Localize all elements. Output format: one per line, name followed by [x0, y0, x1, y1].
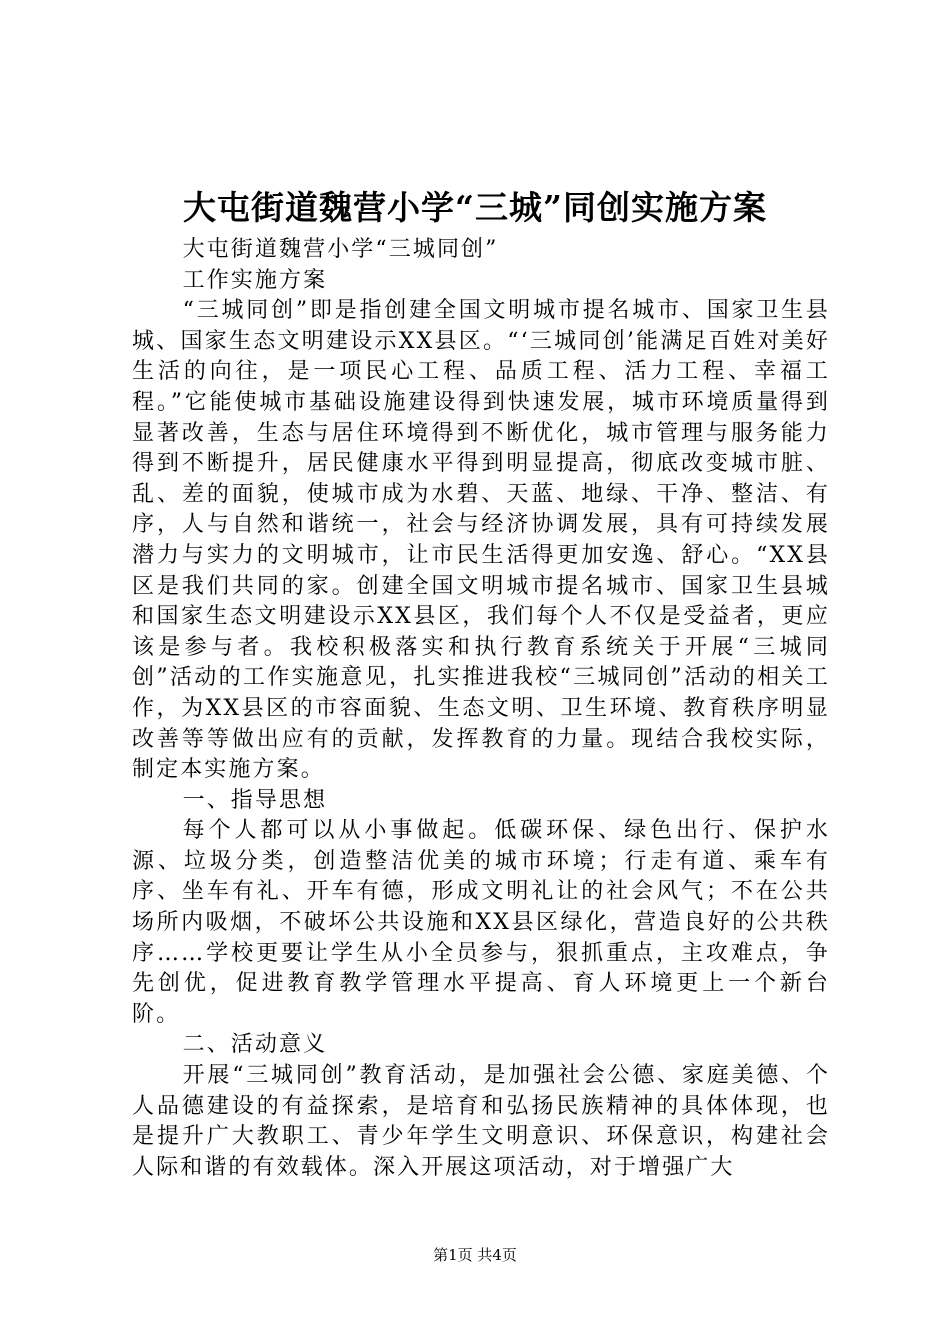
activity-significance-paragraph: 开展“三城同创”教育活动，是加强社会公德、家庭美德、个人品德建设的有益探索，是培育和弘扬民族精神的具体体现，也是提升广大教职工、青少年学生文明意识、环保意识，构建社会人际和谐的有效载体。深入开展这项活动，对于增强广大 — [132, 1063, 830, 1180]
section-heading-activity-significance: 二、活动意义 — [182, 1032, 328, 1058]
document-body — [132, 235, 830, 1183]
subtitle-line-2: 工作实施方案 — [182, 267, 328, 293]
page-number-footer: 第1页 共4页 — [433, 1246, 517, 1264]
document-title: 大屯街道魏营小学“三城”同创实施方案 — [183, 188, 767, 227]
subtitle-line-1: 大屯街道魏营小学“三城同创” — [182, 237, 499, 262]
section-heading-guiding-thought: 一、指导思想 — [182, 787, 328, 813]
intro-paragraph: “三城同创”即是指创建全国文明城市提名城市、国家卫生县城、国家生态文明建设示XX县区。“‘三城同创’能满足百姓对美好生活的向往，是一项民心工程、品质工程、活力工程、幸福工程。”它能使城市基础设施建设得到快速发展，城市环境质量得到显著改善，生态与居住环境得到不断优化，城市管理与服务能力得到不断提升，居民健康水平得到明显提高，彻底改变城市脏、乱、差的面貌，使城市成为水碧、天蓝、地绿、干净、整洁、有序，人与自然和谐统一，社会与经济协调发展，具有可持续发展潜力与实力的文明城市，让市民生活得更加安逸、舒心。“XX县区是我们共同的家。创建全国文明城市提名城市、国家卫生县城和国家生态文明建设示XX县区，我们每个人不仅是受益者，更应该是参与者。我校积极落实和执行教育系统关于开展“三城同创”活动的工作实施意见，扎实推进我校“三城同创”活动的相关工作，为XX县区的市容面貌、生态文明、卫生环境、教育秩序明显改善等等做出应有的贡献，发挥教育的力量。现结合我校实际，制定本实施方案。 — [132, 298, 830, 783]
guiding-thought-paragraph: 每个人都可以从小事做起。低碳环保、绿色出行、保护水源、垃圾分类，创造整洁优美的城市环境；行走有道、乘车有序、坐车有礼、开车有德，形成文明礼让的社会风气；不在公共场所内吸烟，不破坏公共设施和XX县区绿化，营造良好的公共秩序……学校更要让学生从小全员参与，狠抓重点，主攻难点，争先创优，促进教育教学管理水平提高、育人环境更上一个新台阶。 — [132, 818, 830, 1027]
